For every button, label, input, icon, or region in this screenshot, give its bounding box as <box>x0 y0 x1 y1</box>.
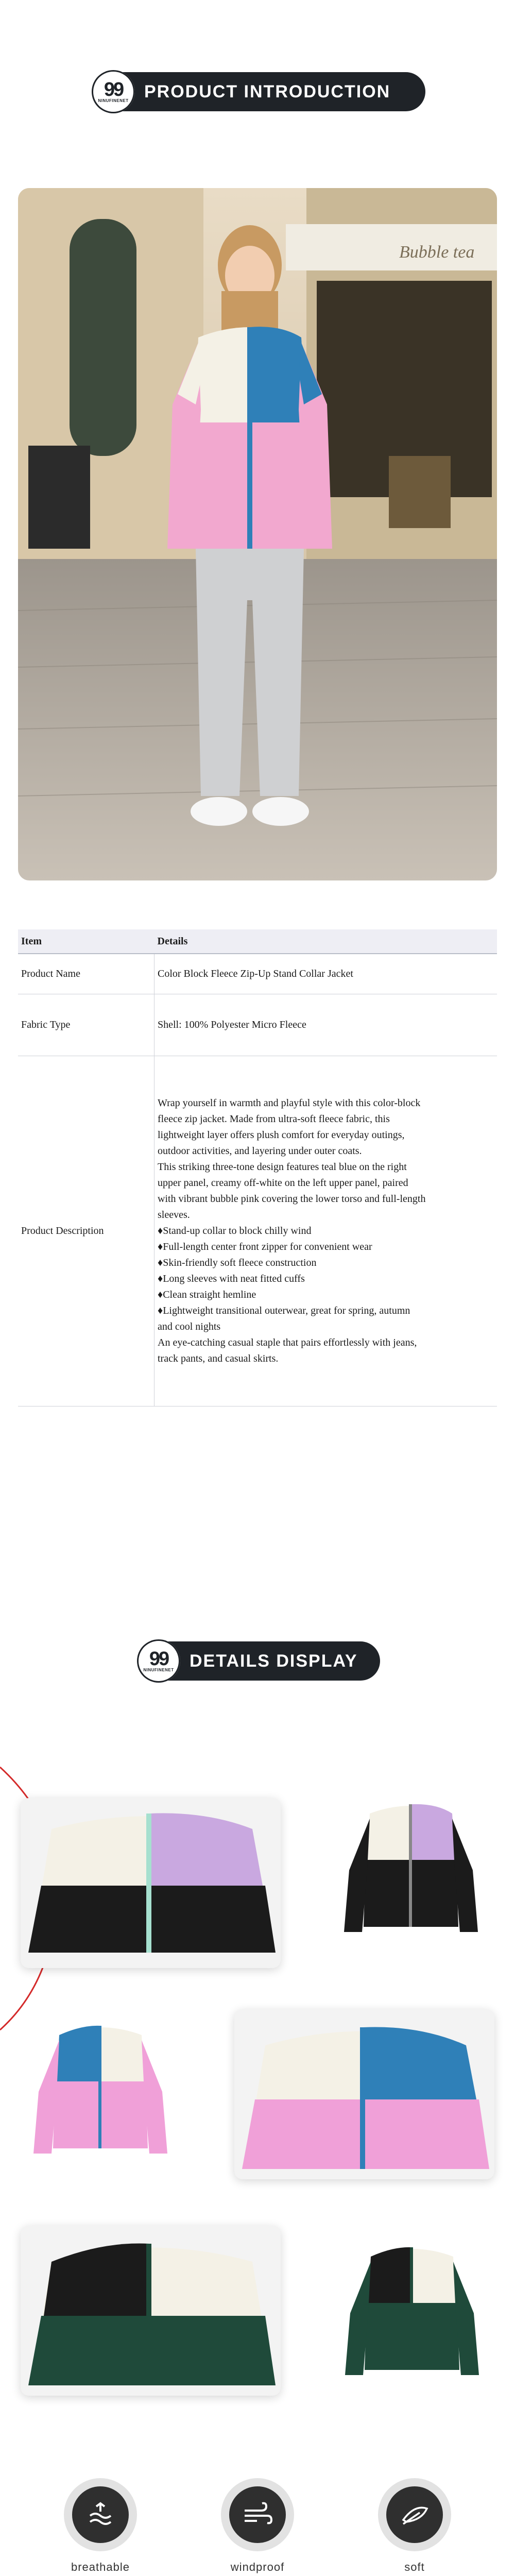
row-label: Fabric Type <box>18 994 154 1056</box>
feature-label: windproof <box>230 2561 285 2573</box>
product-image-green-black-front <box>335 2236 489 2396</box>
jacket-pink-teal-standing <box>23 2014 178 2174</box>
jacket-pink-teal-image <box>234 2009 494 2179</box>
product-card-lavender-black <box>21 1798 281 1968</box>
description-line: This striking three-tone design features teal blue on the right <box>158 1161 407 1173</box>
feature-windproof <box>201 2478 314 2574</box>
wind-icon <box>242 2499 273 2530</box>
row-label: Product Name <box>18 954 154 994</box>
row-value: Shell: 100% Polyester Micro Fleece <box>154 994 497 1056</box>
description-line: ♦Lightweight transitional outerwear, great for spring, autumn <box>158 1304 410 1316</box>
jacket-lavender-black-standing <box>334 1793 488 1953</box>
description-line: ♦Skin-friendly soft fleece construction <box>158 1257 317 1268</box>
product-card-pink-teal <box>234 2009 494 2179</box>
description-line: ♦Long sleeves with neat fitted cuffs <box>158 1273 305 1284</box>
description-line: Wrap yourself in warmth and playful style with this color-block <box>158 1097 421 1109</box>
table-header-row <box>18 929 497 954</box>
logo-number: 99 <box>149 1648 168 1670</box>
jacket-lavender-black-image <box>21 1798 281 1968</box>
description-line: outdoor activities, and layering under outer coats. <box>158 1145 362 1157</box>
product-introduction-banner <box>93 72 425 111</box>
row-label: Product Description <box>18 1056 154 1406</box>
feature-label: breathable <box>71 2561 130 2573</box>
feature-label: soft <box>404 2561 425 2573</box>
feature-icon-frame <box>378 2478 451 2551</box>
product-image-lavender-black-front <box>334 1793 488 1953</box>
shop-sign-text: Bubble tea <box>399 243 475 262</box>
description-line: lightweight layer offers plush comfort for everyday outings, <box>158 1129 405 1141</box>
table-header-item: Item <box>18 929 154 954</box>
logo-brand: NINUFINENET <box>143 1667 174 1672</box>
description-line: ♦Full-length center front zipper for convenient wear <box>158 1241 372 1252</box>
feature-breathable <box>44 2478 157 2574</box>
description-line: ♦Clean straight hemline <box>158 1289 256 1300</box>
description-line: with vibrant bubble pink covering the lower torso and full-length <box>158 1193 426 1205</box>
product-spec-table <box>18 929 497 1406</box>
hero-model-photo <box>18 188 497 880</box>
logo-brand: NINUFINENET <box>98 98 129 103</box>
table-row <box>18 1056 497 1406</box>
description-line: upper panel, creamy off-white on the left upper panel, paired <box>158 1177 408 1189</box>
brand-logo <box>137 1639 180 1683</box>
jacket-green-black-standing <box>335 2236 489 2396</box>
row-value-description <box>154 1056 497 1406</box>
table-header-details: Details <box>154 929 497 954</box>
description-line: sleeves. <box>158 1209 190 1221</box>
brand-logo <box>92 70 135 113</box>
feature-icon-frame <box>221 2478 294 2551</box>
description-line: An eye-catching casual staple that pairs effortlessly with jeans, <box>158 1336 417 1348</box>
details-display-banner <box>138 1641 380 1681</box>
table-row <box>18 954 497 994</box>
section-title: PRODUCT INTRODUCTION <box>144 81 391 101</box>
feather-icon <box>399 2499 430 2530</box>
feature-icon-frame <box>64 2478 137 2551</box>
description-line: track pants, and casual skirts. <box>158 1352 279 1364</box>
model-illustration <box>18 188 497 880</box>
row-value: Color Block Fleece Zip-Up Stand Collar Jacket <box>154 954 497 994</box>
feature-soft <box>358 2478 471 2574</box>
product-card-green-black <box>21 2226 281 2396</box>
section-title: DETAILS DISPLAY <box>190 1651 358 1671</box>
description-line: ♦Stand-up collar to block chilly wind <box>158 1225 312 1236</box>
product-image-pink-teal-front <box>23 2014 178 2174</box>
table-row <box>18 994 497 1056</box>
logo-number: 99 <box>104 78 123 100</box>
description-line: and cool nights <box>158 1320 221 1332</box>
jacket-green-black-image <box>21 2226 281 2396</box>
description-line: fleece zip jacket. Made from ultra-soft fleece fabric, this <box>158 1113 390 1125</box>
water-waves-icon <box>85 2499 116 2530</box>
